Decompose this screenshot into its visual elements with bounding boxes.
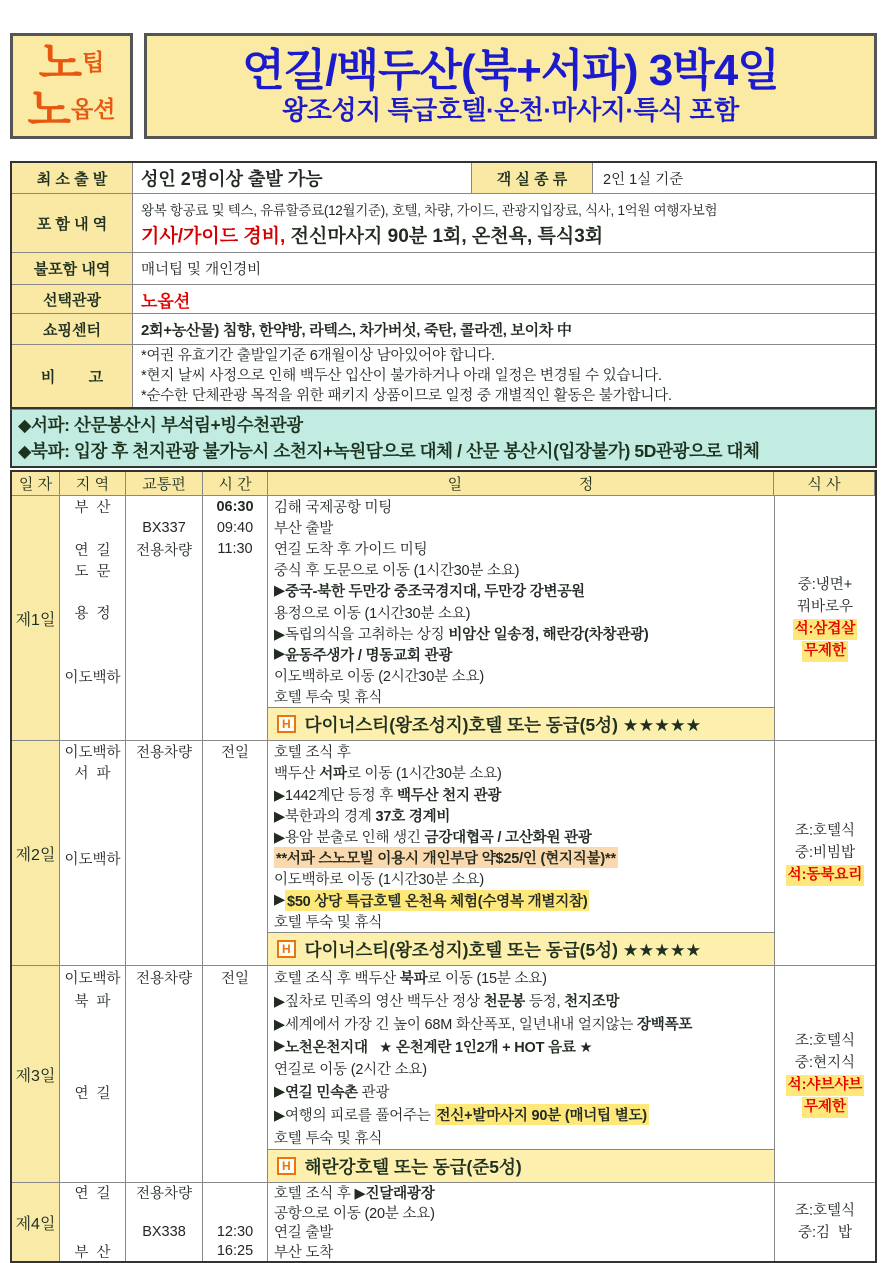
itinerary-day-row xyxy=(12,966,875,1183)
region-cell xyxy=(60,1183,126,1261)
time-value: 전일 xyxy=(220,745,249,762)
meal-cell xyxy=(775,741,875,965)
time-value: 09:40 xyxy=(216,519,254,536)
included-line2-black: 전신마사지 90분 1회, 온천욕, 특식3회 xyxy=(285,225,604,247)
itinerary-table xyxy=(10,470,877,1263)
day-label: 제4일 xyxy=(15,1215,56,1233)
meal-item: 조:호텔식 xyxy=(794,1032,856,1049)
remark-line-3: *순수한 단체관광 목적을 위한 패키지 상품이므로 일정 중 개별적인 활동은 불가합니다. xyxy=(141,388,672,404)
meal-cell xyxy=(775,966,875,1182)
badge-line-no-option xyxy=(27,84,116,135)
meal-item: 조:호텔식 xyxy=(794,822,856,839)
schedule-text: 부산 출발 xyxy=(274,521,334,538)
itinerary-header-5: 식 사 xyxy=(774,472,875,495)
schedule-text: 로 이동 (1시간30분 소요) xyxy=(346,766,502,783)
meal-item: 무제한 xyxy=(802,641,848,662)
schedule-line xyxy=(268,1058,774,1081)
row-min-depart xyxy=(12,163,875,194)
schedule-line xyxy=(268,868,774,889)
schedule-line xyxy=(268,1035,774,1058)
transport-value: 전용차량 xyxy=(135,542,193,559)
included-value xyxy=(133,194,875,252)
schedule-text: 윤동주생가 / 명동교회 관광 xyxy=(284,647,453,664)
schedule-text: 백두산 xyxy=(274,766,320,783)
day-cell xyxy=(12,741,60,965)
itinerary-day-row xyxy=(12,1183,875,1261)
hotel-name: 다이너스티(왕조성지)호텔 또는 동급(5성) ★★★★★ xyxy=(304,939,702,960)
header xyxy=(10,33,877,139)
hotel-icon: H xyxy=(277,715,296,733)
transport-cell xyxy=(126,966,203,1182)
schedule-text: 관광 xyxy=(357,1085,390,1102)
row-remarks xyxy=(12,345,875,407)
excluded-value: 매너팁 및 개인경비 xyxy=(141,262,262,278)
transport-cell xyxy=(126,1183,203,1261)
info-table xyxy=(10,161,877,409)
schedule-text: 연길로 이동 (2시간 소요) xyxy=(274,1062,427,1079)
page-title: 연길/백두산(북+서파) 3박4일 xyxy=(242,45,779,95)
schedule-text: 진달래광장 xyxy=(365,1186,435,1203)
region-value: 부 산 xyxy=(74,500,111,517)
time-value: 06:30 xyxy=(216,498,254,515)
schedule-cell xyxy=(268,966,775,1182)
schedule-line xyxy=(268,538,774,559)
region-value: 용 정 xyxy=(74,606,111,623)
schedule-cell xyxy=(268,1183,775,1261)
schedule-line xyxy=(268,1183,774,1203)
shopping-label: 쇼핑센터 xyxy=(12,314,133,344)
hotel-name: 해란강호텔 또는 동급(준5성) xyxy=(304,1156,522,1177)
transport-value: 전용차량 xyxy=(135,1186,193,1203)
itinerary-day-row xyxy=(12,496,875,741)
schedule-text: 등정, xyxy=(525,993,565,1010)
room-type-label: 객 실 종 류 xyxy=(472,163,593,193)
schedule-text: ★ 온천계란 1인2개 + HOT 음료 ★ xyxy=(379,1039,593,1056)
schedule-line xyxy=(268,496,774,517)
meal-item: 무제한 xyxy=(802,1097,848,1118)
day-label: 제2일 xyxy=(15,846,56,864)
row-shopping xyxy=(12,314,875,345)
time-value: 12:30 xyxy=(216,1223,254,1240)
optional-tour-label: 선택관광 xyxy=(12,285,133,313)
schedule-text: 호텔 투숙 및 휴식 xyxy=(274,914,383,931)
schedule-line xyxy=(268,805,774,826)
schedule-text: $50 상당 특급호텔 온천욕 체험(수영복 개별지참) xyxy=(285,890,590,911)
transport-cell xyxy=(126,741,203,965)
schedule-line xyxy=(268,665,774,686)
schedule-line xyxy=(268,1222,774,1242)
substitution-notice xyxy=(10,409,877,468)
schedule-line xyxy=(268,686,774,707)
schedule-text: ▶ xyxy=(274,1083,285,1100)
remarks-label: 비 고 xyxy=(12,345,133,407)
region-value: 연 길 xyxy=(74,1186,111,1203)
hotel-banner xyxy=(268,932,774,965)
schedule-text: ▶짚차로 민족의 영산 백두산 정상 xyxy=(274,993,484,1010)
meal-item: 조:호텔식 xyxy=(794,1202,856,1219)
meal-item: 석:동북요리 xyxy=(786,865,865,886)
schedule-text: 김해 국제공항 미팅 xyxy=(274,500,393,517)
schedule-text: 이도백하로 이동 (1시간30분 소요) xyxy=(274,872,485,889)
schedule-line xyxy=(268,890,774,911)
schedule-text: 연길 출발 xyxy=(274,1225,334,1242)
region-value: 이도백하 xyxy=(64,669,121,686)
included-line2-red: 기사/가이드 경비, xyxy=(141,225,286,247)
time-cell xyxy=(203,1183,268,1261)
schedule-line xyxy=(268,826,774,847)
schedule-text: ▶북한과의 경계 xyxy=(274,808,376,825)
badge-tip-text: 팁 xyxy=(82,49,105,75)
schedule-line xyxy=(268,1203,774,1223)
schedule-line xyxy=(268,1242,774,1262)
schedule-text: 호텔 조식 후 백두산 xyxy=(274,970,400,987)
transport-value: 전용차량 xyxy=(135,971,193,987)
schedule-text: 천문봉 xyxy=(483,993,526,1010)
region-cell xyxy=(60,966,126,1182)
meal-cell xyxy=(775,1183,875,1261)
schedule-text: 호텔 조식 후 xyxy=(274,745,351,762)
day-label: 제3일 xyxy=(15,1067,56,1085)
schedule-line xyxy=(268,989,774,1012)
region-cell xyxy=(60,741,126,965)
schedule-line xyxy=(268,580,774,601)
schedule-text xyxy=(368,1038,380,1054)
notice-line-west: ◆서파: 산문봉산시 부석림+빙수천관광 xyxy=(18,415,303,435)
schedule-text: 연길 도착 후 가이드 미팅 xyxy=(274,542,428,559)
schedule-text: 이도백하로 이동 (2시간30분 소요) xyxy=(274,668,485,685)
region-value: 북 파 xyxy=(74,994,111,1010)
day-cell xyxy=(12,1183,60,1261)
schedule-text: 비암산 일송정, 해란강(차창관광) xyxy=(448,626,649,643)
included-label: 포 함 내 역 xyxy=(12,194,133,252)
schedule-text: 37호 경계비 xyxy=(375,808,451,825)
schedule-text: 장백폭포 xyxy=(636,1016,693,1033)
region-value: 부 산 xyxy=(74,1244,111,1261)
schedule-line xyxy=(268,1103,774,1126)
schedule-text: 호텔 투숙 및 휴식 xyxy=(274,689,383,706)
transport-value: BX337 xyxy=(142,519,186,536)
transport-cell xyxy=(126,496,203,740)
region-value: 이도백하 xyxy=(64,745,121,762)
schedule-line xyxy=(268,783,774,804)
schedule-line xyxy=(268,1126,774,1149)
day-cell xyxy=(12,966,60,1182)
room-type-value: 2인 1실 기준 xyxy=(603,171,684,188)
region-value: 연 길 xyxy=(74,1086,111,1102)
itinerary-day-row xyxy=(12,741,875,966)
badge-no2-text: 노 xyxy=(27,84,72,135)
hotel-icon: H xyxy=(277,1157,296,1175)
hotel-banner xyxy=(268,707,774,740)
time-cell xyxy=(203,966,268,1182)
schedule-text: 서파 xyxy=(319,766,347,783)
schedule-line xyxy=(268,559,774,580)
row-excluded xyxy=(12,253,875,285)
schedule-text: ▶ xyxy=(274,582,285,599)
schedule-text: ▶독립의식을 고취하는 상징 xyxy=(274,626,449,643)
no-tip-no-option-badge xyxy=(10,33,133,139)
time-value: 11:30 xyxy=(217,541,253,557)
optional-tour-value: 노옵션 xyxy=(141,291,191,311)
meal-item: 중:냉면+ xyxy=(797,576,853,593)
schedule-text: 중식 후 도문으로 이동 (1시간30분 소요) xyxy=(274,563,520,580)
schedule-text: 호텔 투숙 및 휴식 xyxy=(274,1131,383,1148)
schedule-text: 전신+발마사지 90분 (매너팁 별도) xyxy=(435,1104,649,1125)
schedule-line xyxy=(268,847,774,868)
meal-item: 꿔바로우 xyxy=(796,598,854,615)
region-value: 이도백하 xyxy=(64,851,121,868)
schedule-line xyxy=(268,741,774,762)
day-cell xyxy=(12,496,60,740)
region-value: 도 문 xyxy=(74,563,111,580)
region-value: 서 파 xyxy=(74,766,111,783)
day-label: 제1일 xyxy=(15,611,56,629)
time-value: 전일 xyxy=(220,971,249,987)
included-line2 xyxy=(141,221,875,248)
schedule-text: 노천온천지대 xyxy=(284,1039,368,1056)
hotel-name: 다이너스티(왕조성지)호텔 또는 동급(5성) ★★★★★ xyxy=(304,714,702,735)
schedule-line xyxy=(268,1012,774,1035)
schedule-text: 연길 민속촌 xyxy=(284,1085,358,1102)
included-line1: 왕복 항공료 및 텍스, 유류할증료(12월기준), 호텔, 차량, 가이드, 관광지입장료, 식사, 1억원 여행자보험 xyxy=(141,202,718,218)
schedule-line xyxy=(268,1080,774,1103)
schedule-text: 부산 도착 xyxy=(274,1244,334,1261)
hotel-banner xyxy=(268,1149,774,1182)
schedule-text: 천지조망 xyxy=(564,993,620,1010)
itinerary-header-2: 교통편 xyxy=(126,472,203,495)
min-depart-label: 최 소 출 발 xyxy=(12,163,133,193)
itinerary-header-row xyxy=(12,472,875,496)
schedule-text: 로 이동 (15분 소요) xyxy=(427,970,547,987)
transport-value: 전용차량 xyxy=(135,745,193,762)
schedule-text: 북파 xyxy=(399,970,428,987)
schedule-text: 호텔 조식 후 ▶ xyxy=(274,1186,366,1203)
transport-value: BX338 xyxy=(142,1223,186,1240)
remark-line-2: *현지 날씨 사정으로 인해 백두산 입산이 불가하거나 아래 일정은 변경될 수 있습니다. xyxy=(141,368,662,384)
schedule-text: **서파 스노모빌 이용시 개인부담 약$25/인 (현지직불)** xyxy=(274,847,618,868)
schedule-text: ▶용암 분출로 인해 생긴 xyxy=(274,829,425,846)
row-included xyxy=(12,194,875,253)
meal-item: 석:삼겹살 xyxy=(793,619,858,640)
region-value: 이도백하 xyxy=(64,971,121,987)
meal-item: 석:샤브샤브 xyxy=(786,1075,865,1096)
itinerary-header-3: 시 간 xyxy=(203,472,268,495)
time-cell xyxy=(203,496,268,740)
title-box xyxy=(144,33,877,139)
itinerary-header-0: 일 자 xyxy=(12,472,60,495)
schedule-text: ▶세계에서 가장 긴 높이 68M 화산폭포, 일년내내 얼지않는 xyxy=(274,1016,637,1033)
meal-item: 중:현지식 xyxy=(794,1054,856,1071)
schedule-line xyxy=(268,911,774,932)
schedule-text: 공항으로 이동 (20분 소요) xyxy=(274,1205,435,1222)
schedule-cell xyxy=(268,741,775,965)
schedule-text: 금강대협곡 / 고산화원 관광 xyxy=(424,829,592,846)
badge-option-text: 옵션 xyxy=(71,96,116,122)
page-subtitle: 왕조성지 특급호텔·온천·마사지·특식 포함 xyxy=(282,95,739,126)
schedule-text: ▶1442계단 등정 후 xyxy=(274,787,397,804)
excluded-label: 불포함 내역 xyxy=(12,253,133,284)
time-value: 16:25 xyxy=(216,1243,254,1260)
meal-item: 중:김 밥 xyxy=(797,1224,853,1241)
time-cell xyxy=(203,741,268,965)
badge-no1-text: 노 xyxy=(38,37,83,88)
schedule-text: 중국-북한 두만강 중조국경지대, 두만강 강변공원 xyxy=(284,584,585,601)
region-value: 연 길 xyxy=(74,542,111,559)
region-cell xyxy=(60,496,126,740)
itinerary-header-1: 지 역 xyxy=(60,472,126,495)
remark-line-1: *여권 유효기간 출발일기준 6개월이상 남아있어야 합니다. xyxy=(141,348,495,364)
schedule-line xyxy=(268,517,774,538)
remarks-value xyxy=(133,345,875,407)
schedule-line xyxy=(268,601,774,622)
schedule-cell xyxy=(268,496,775,740)
schedule-text: ▶ xyxy=(274,646,285,663)
schedule-text: 용정으로 이동 (1시간30분 소요) xyxy=(274,605,471,622)
itinerary-header-4: 일 정 xyxy=(268,472,774,495)
notice-line-north: ◆북파: 입장 후 천지관광 불가능시 소천지+녹원담으로 대체 / 산문 봉산시(입장불가) 5D관광으로 대체 xyxy=(18,441,760,461)
schedule-line xyxy=(268,644,774,665)
meal-item: 중:비빔밥 xyxy=(794,844,856,861)
schedule-text: ▶ xyxy=(274,1038,285,1055)
schedule-line xyxy=(268,966,774,989)
shopping-value: 2회+농산물) 침향, 한약방, 라텍스, 차가버섯, 죽탄, 콜라겐, 보이차 中 xyxy=(141,321,572,339)
schedule-line xyxy=(268,623,774,644)
schedule-line xyxy=(268,762,774,783)
schedule-text: ▶여행의 피로를 풀어주는 xyxy=(274,1108,435,1125)
meal-cell xyxy=(775,496,875,740)
row-optional-tour xyxy=(12,285,875,314)
badge-line-no-tip xyxy=(38,37,105,88)
hotel-icon: H xyxy=(277,940,296,958)
schedule-text: 백두산 천지 관광 xyxy=(396,787,502,804)
min-depart-value: 성인 2명이상 출발 가능 xyxy=(133,163,472,193)
schedule-text: ▶ xyxy=(274,892,285,909)
